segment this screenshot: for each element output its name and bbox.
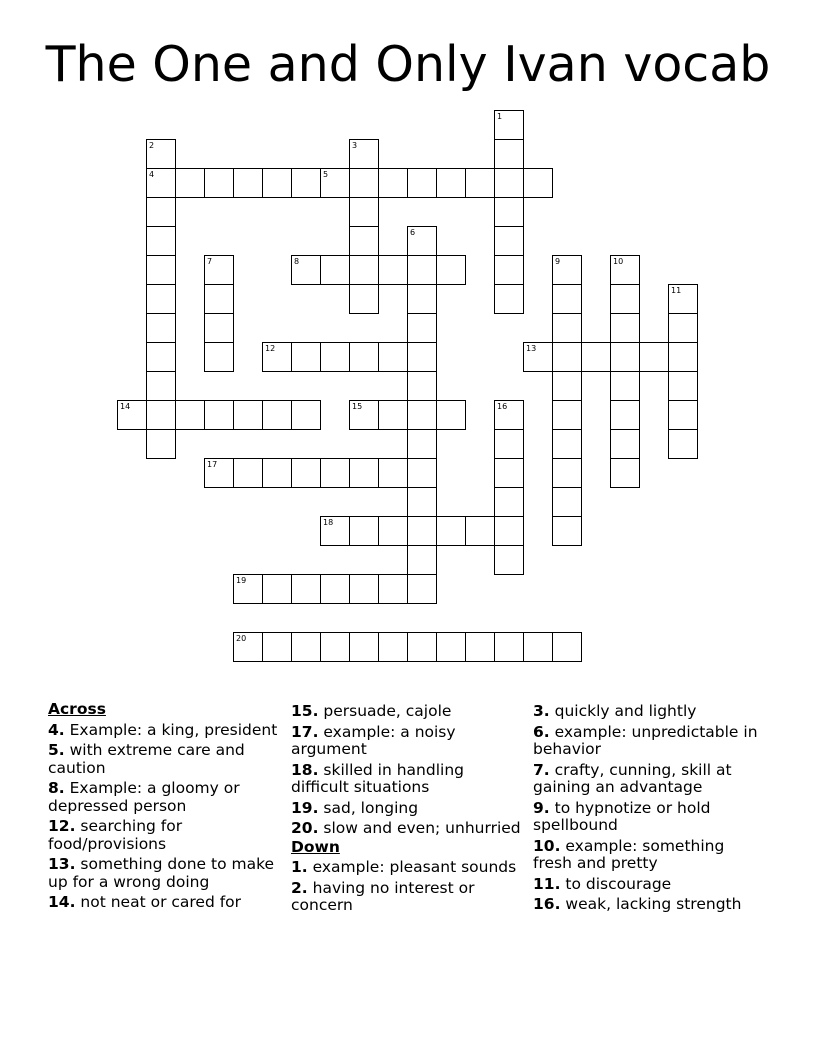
grid-cell[interactable]	[494, 197, 524, 227]
grid-cell[interactable]	[349, 226, 379, 256]
grid-cell[interactable]	[378, 516, 408, 546]
clue-number: 1.	[291, 858, 308, 876]
clue-item	[533, 724, 765, 759]
clue-number: 4.	[48, 720, 65, 739]
grid-cell[interactable]	[378, 458, 408, 488]
grid-cell[interactable]	[320, 458, 350, 488]
clue-number-label: 17	[207, 460, 218, 469]
clue-item	[533, 896, 765, 914]
grid-cell[interactable]	[407, 516, 437, 546]
clue-section-heading: Down	[291, 837, 340, 856]
clue-text: persuade, cajole	[323, 702, 452, 720]
clues-column-3	[533, 700, 765, 914]
clue-number-label: 10	[613, 257, 624, 266]
grid-cell[interactable]	[378, 400, 408, 430]
grid-cell[interactable]	[436, 632, 466, 662]
clue-number-label: 8	[294, 257, 300, 266]
clue-item	[48, 742, 280, 777]
grid-cell[interactable]	[204, 342, 234, 372]
clue-item	[48, 894, 280, 912]
grid-cell[interactable]	[465, 168, 495, 198]
grid-cell[interactable]	[668, 342, 698, 372]
clue-text: Example: a king, president	[69, 720, 278, 739]
grid-cell[interactable]	[262, 574, 292, 604]
grid-cell[interactable]	[233, 458, 263, 488]
grid-cell[interactable]	[610, 284, 640, 314]
grid-cell[interactable]	[291, 574, 321, 604]
grid-cell[interactable]	[407, 168, 437, 198]
grid-cell[interactable]	[494, 284, 524, 314]
grid-cell[interactable]	[407, 632, 437, 662]
grid-cell[interactable]	[407, 371, 437, 401]
grid-cell[interactable]	[146, 226, 176, 256]
clue-text: crafty, cunning, skill at gaining an advantage	[533, 760, 732, 796]
clue-number: 2.	[291, 878, 308, 897]
grid-cell[interactable]	[610, 429, 640, 459]
grid-cell[interactable]	[494, 139, 524, 169]
grid-cell[interactable]	[262, 168, 292, 198]
clue-text: to hypnotize or hold spellbound	[533, 798, 711, 834]
clue-number: 12.	[48, 817, 76, 835]
grid-cell[interactable]	[552, 313, 582, 343]
clue-text: slow and even; unhurried	[323, 819, 521, 837]
grid-cell[interactable]	[349, 284, 379, 314]
grid-cell[interactable]	[494, 545, 524, 575]
grid-cell[interactable]	[378, 168, 408, 198]
clue-number: 7.	[533, 760, 550, 779]
clue-number-label: 13	[526, 344, 537, 353]
clue-item	[48, 856, 280, 891]
grid-cell[interactable]	[262, 458, 292, 488]
grid-cell[interactable]	[436, 168, 466, 198]
clue-number-label: 12	[265, 344, 276, 353]
grid-cell[interactable]	[262, 632, 292, 662]
grid-cell[interactable]	[204, 284, 234, 314]
grid-cell[interactable]	[552, 487, 582, 517]
clue-item	[291, 762, 523, 797]
grid-cell[interactable]	[320, 574, 350, 604]
grid-cell[interactable]	[407, 284, 437, 314]
clue-text: example: a noisy argument	[291, 722, 456, 758]
clue-item	[48, 780, 280, 815]
grid-cell[interactable]	[407, 342, 437, 372]
clue-number: 10.	[533, 836, 561, 855]
grid-cell[interactable]	[552, 284, 582, 314]
clue-number: 5.	[48, 741, 65, 759]
grid-cell[interactable]	[291, 632, 321, 662]
grid-cell[interactable]	[146, 255, 176, 285]
clue-text: having no interest or concern	[291, 878, 475, 914]
grid-cell[interactable]	[349, 197, 379, 227]
clue-number: 18.	[291, 760, 319, 779]
grid-cell[interactable]	[552, 632, 582, 662]
grid-cell[interactable]	[233, 168, 263, 198]
grid-cell[interactable]	[407, 545, 437, 575]
grid-cell[interactable]	[465, 516, 495, 546]
clue-number: 9.	[533, 798, 550, 817]
grid-cell[interactable]	[320, 255, 350, 285]
grid-cell[interactable]	[552, 516, 582, 546]
clue-item	[48, 818, 280, 853]
grid-cell[interactable]	[494, 632, 524, 662]
grid-cell[interactable]	[494, 429, 524, 459]
clue-number-label: 20	[236, 634, 247, 643]
clue-text: weak, lacking strength	[565, 895, 742, 913]
grid-cell[interactable]	[581, 342, 611, 372]
clue-item	[533, 838, 765, 873]
clue-text: skilled in handling difficult situations	[291, 760, 464, 796]
clue-section-heading: Across	[48, 700, 106, 718]
clue-number: 11.	[533, 874, 561, 893]
grid-cell[interactable]	[494, 255, 524, 285]
clue-number-label: 11	[671, 286, 682, 295]
clue-number-label: 6	[410, 228, 416, 237]
clue-number: 15.	[291, 702, 319, 720]
clue-number-label: 9	[555, 257, 561, 266]
grid-cell[interactable]	[523, 632, 553, 662]
clues-column-1	[48, 700, 280, 912]
clue-number: 16.	[533, 895, 561, 913]
clue-text: sad, longing	[323, 798, 419, 817]
clue-text: Example: a gloomy or depressed person	[48, 779, 240, 815]
grid-cell[interactable]	[436, 400, 466, 430]
grid-cell[interactable]	[349, 342, 379, 372]
grid-cell[interactable]	[494, 458, 524, 488]
clue-number: 20.	[291, 819, 319, 837]
clue-item	[533, 876, 765, 894]
clue-number-label: 7	[207, 257, 213, 266]
clue-number-label: 2	[149, 141, 155, 150]
grid-cell[interactable]	[349, 168, 379, 198]
grid-cell[interactable]	[320, 632, 350, 662]
grid-cell[interactable]	[378, 255, 408, 285]
grid-cell[interactable]	[291, 400, 321, 430]
clue-number-label: 4	[149, 170, 155, 179]
grid-cell[interactable]	[610, 371, 640, 401]
grid-cell[interactable]	[407, 313, 437, 343]
clue-number-label: 1	[497, 112, 503, 121]
clue-item	[533, 703, 765, 721]
grid-cell[interactable]	[291, 458, 321, 488]
grid-cell[interactable]	[494, 487, 524, 517]
grid-cell[interactable]	[146, 313, 176, 343]
grid-cell[interactable]	[494, 226, 524, 256]
clue-item	[291, 800, 523, 818]
grid-cell[interactable]	[146, 342, 176, 372]
grid-cell[interactable]	[204, 168, 234, 198]
grid-cell[interactable]	[291, 342, 321, 372]
grid-cell[interactable]	[407, 255, 437, 285]
grid-cell[interactable]	[552, 371, 582, 401]
clue-number: 6.	[533, 722, 550, 741]
clue-text: quickly and lightly	[554, 702, 697, 720]
grid-cell[interactable]	[349, 574, 379, 604]
grid-cell[interactable]	[436, 255, 466, 285]
clue-item	[291, 859, 523, 877]
clue-item	[533, 800, 765, 835]
grid-cell[interactable]	[610, 313, 640, 343]
clue-text: to discourage	[565, 874, 672, 893]
grid-cell[interactable]	[668, 429, 698, 459]
grid-cell[interactable]	[610, 400, 640, 430]
clue-number-label: 14	[120, 402, 131, 411]
grid-cell[interactable]	[146, 284, 176, 314]
clue-item	[291, 820, 523, 838]
grid-cell[interactable]	[349, 255, 379, 285]
page-title: The One and Only Ivan vocab	[45, 36, 771, 93]
clue-number-label: 15	[352, 402, 363, 411]
grid-cell[interactable]	[349, 516, 379, 546]
clue-number-label: 16	[497, 402, 508, 411]
clues-column-2	[291, 700, 523, 915]
grid-cell[interactable]	[639, 342, 669, 372]
clue-number-label: 18	[323, 518, 334, 527]
grid-cell[interactable]	[349, 458, 379, 488]
grid-cell[interactable]	[407, 574, 437, 604]
grid-cell[interactable]	[407, 458, 437, 488]
grid-cell[interactable]	[523, 168, 553, 198]
grid-cell[interactable]	[407, 400, 437, 430]
grid-cell[interactable]	[610, 342, 640, 372]
clue-text: example: unpredictable in behavior	[533, 722, 758, 758]
clue-item	[291, 724, 523, 759]
clue-number-label: 19	[236, 576, 247, 585]
grid-cell[interactable]	[378, 632, 408, 662]
clue-text: example: pleasant sounds	[312, 858, 517, 876]
clue-number: 17.	[291, 722, 319, 741]
grid-cell[interactable]	[349, 632, 379, 662]
grid-cell[interactable]	[378, 342, 408, 372]
clue-number: 8.	[48, 779, 65, 797]
grid-cell[interactable]	[204, 313, 234, 343]
clue-item	[48, 722, 280, 740]
grid-cell[interactable]	[233, 400, 263, 430]
clue-number-label: 3	[352, 141, 358, 150]
clue-number: 14.	[48, 893, 76, 911]
grid-cell[interactable]	[175, 400, 205, 430]
clue-number-label: 5	[323, 170, 329, 179]
grid-cell[interactable]	[146, 371, 176, 401]
clue-text: something done to make up for a wrong doing	[48, 855, 275, 891]
clue-number: 13.	[48, 855, 76, 873]
grid-cell[interactable]	[407, 429, 437, 459]
grid-cell[interactable]	[407, 487, 437, 517]
clue-number: 19.	[291, 798, 319, 817]
grid-cell[interactable]	[175, 168, 205, 198]
grid-cell[interactable]	[494, 516, 524, 546]
grid-cell[interactable]	[668, 313, 698, 343]
grid-cell[interactable]	[146, 197, 176, 227]
grid-cell[interactable]	[610, 458, 640, 488]
grid-cell[interactable]	[552, 429, 582, 459]
clue-item	[291, 703, 523, 721]
grid-cell[interactable]	[465, 632, 495, 662]
clue-text: not neat or cared for	[80, 893, 242, 911]
clue-text: example: something fresh and pretty	[533, 836, 725, 872]
clue-item	[291, 880, 523, 915]
clue-text: searching for food/provisions	[48, 817, 183, 853]
grid-cell[interactable]	[668, 400, 698, 430]
grid-cell[interactable]	[378, 574, 408, 604]
grid-cell[interactable]	[552, 458, 582, 488]
grid-cell[interactable]	[262, 400, 292, 430]
grid-cell[interactable]	[552, 342, 582, 372]
clue-item	[533, 762, 765, 797]
grid-cell[interactable]	[146, 429, 176, 459]
grid-cell[interactable]	[291, 168, 321, 198]
clue-number: 3.	[533, 702, 550, 720]
grid-cell[interactable]	[146, 400, 176, 430]
grid-cell[interactable]	[320, 342, 350, 372]
clue-text: with extreme care and caution	[48, 741, 245, 777]
grid-cell[interactable]	[204, 400, 234, 430]
grid-cell[interactable]	[668, 371, 698, 401]
grid-cell[interactable]	[494, 168, 524, 198]
grid-cell[interactable]	[552, 400, 582, 430]
grid-cell[interactable]	[436, 516, 466, 546]
